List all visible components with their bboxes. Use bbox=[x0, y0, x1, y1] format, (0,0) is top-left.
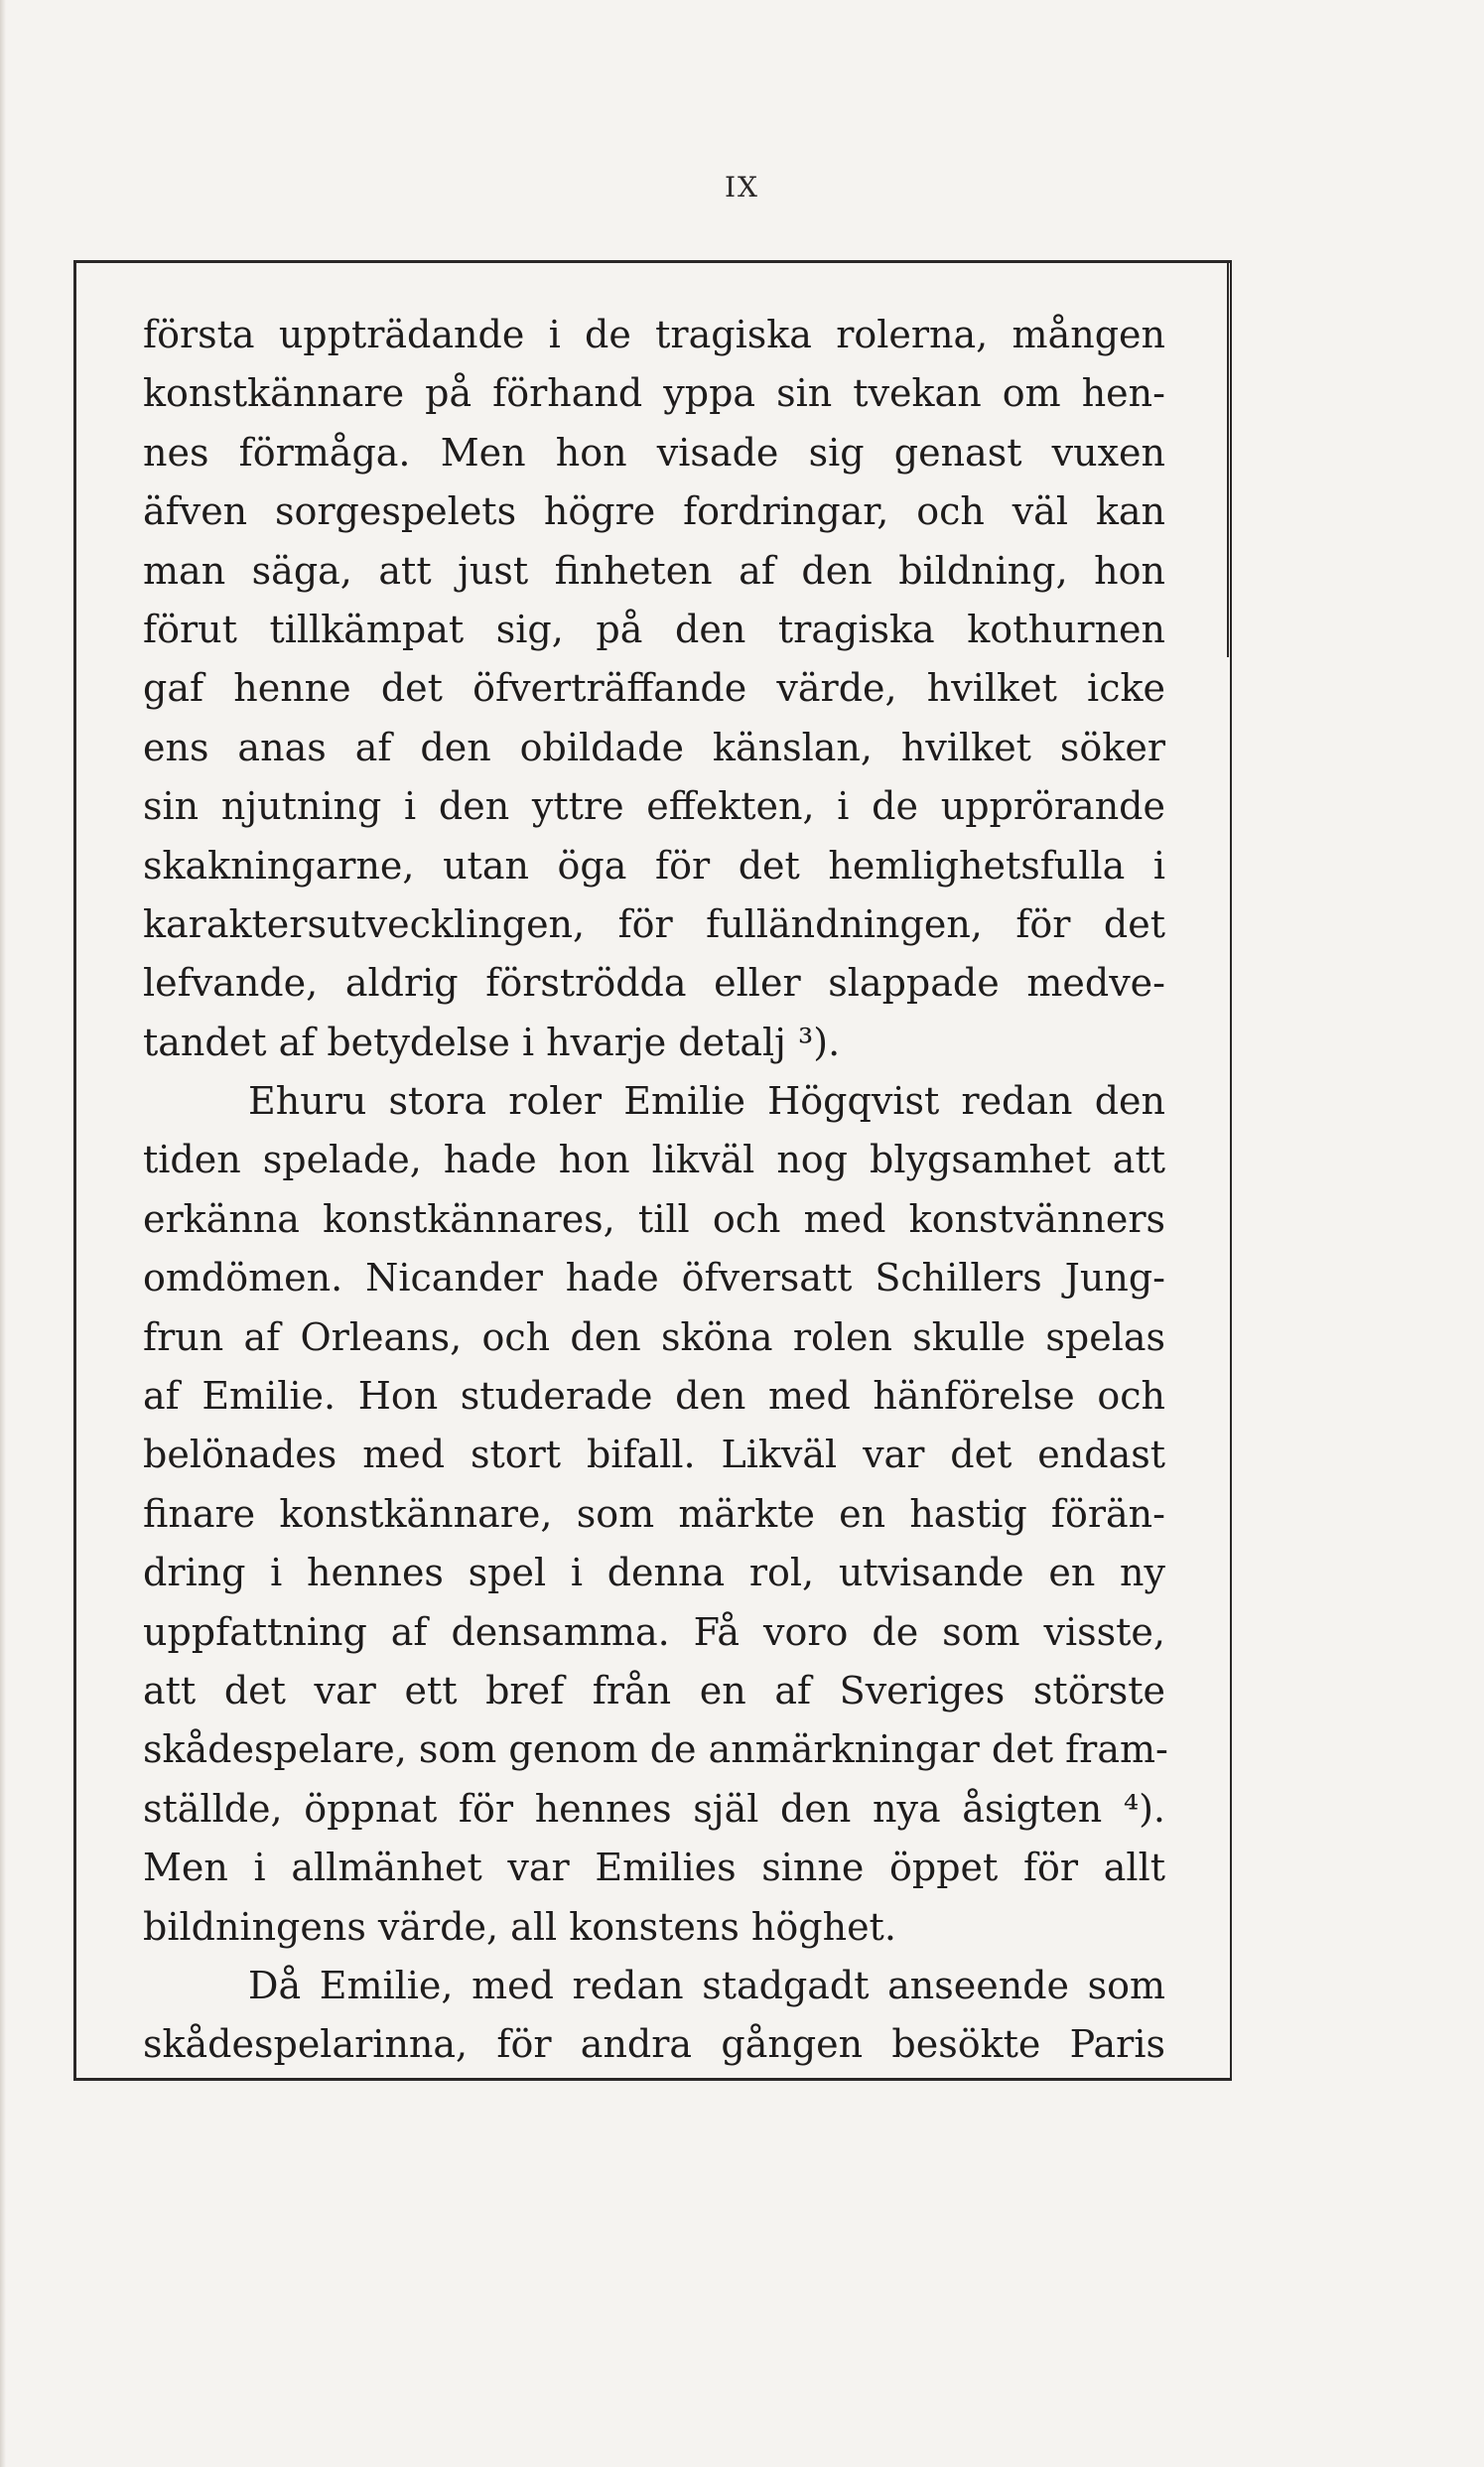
text-line: karaktersutvecklingen, för fulländningen, för det bbox=[143, 901, 1165, 946]
text-line: gaf henne det öfverträffande värde, hvilket icke bbox=[143, 666, 1165, 711]
text-line: frun af Orleans, och den sköna rolen skulle spelas bbox=[143, 1314, 1165, 1359]
text-line: lefvande, aldrig förströdda eller slappade medve- bbox=[143, 961, 1165, 1006]
text-line: nes förmåga. Men hon visade sig genast vuxen bbox=[143, 430, 1165, 475]
text-line: konstkännare på förhand yppa sin tvekan om hen- bbox=[143, 371, 1165, 416]
text-line: finare konstkännare, som märkte en hastig förän- bbox=[143, 1491, 1165, 1536]
text-line: man säga, att just finheten af den bildning, hon bbox=[143, 548, 1165, 593]
text-line: belönades med stort bifall. Likväl var det endast bbox=[143, 1433, 1165, 1477]
text-line: tiden spelade, hade hon likväl nog blygsamhet att bbox=[143, 1138, 1165, 1182]
text-line: Ehuru stora roler Emilie Högqvist redan den bbox=[248, 1079, 1165, 1124]
text-line: tandet af betydelse i hvarje detalj ³). bbox=[143, 1020, 841, 1064]
text-line: omdömen. Nicander hade öfversatt Schillers Jung- bbox=[143, 1256, 1165, 1301]
text-line: förut tillkämpat sig, på den tragiska kothurnen bbox=[143, 607, 1165, 651]
text-line: första uppträdande i de tragiska rolerna, mången bbox=[143, 313, 1165, 356]
text-line: skakningarne, utan öga för det hemlighetsfulla i bbox=[143, 843, 1165, 888]
text-line: ställde, öppnat för hennes själ den nya åsigten ⁴). bbox=[143, 1786, 1165, 1831]
page-number: IX bbox=[725, 171, 759, 204]
text-line: ens anas af den obildade känslan, hvilket söker bbox=[143, 725, 1165, 769]
body-text bbox=[143, 306, 1168, 2075]
text-line: af Emilie. Hon studerade den med hänförelse och bbox=[143, 1374, 1165, 1419]
text-line: Då Emilie, med redan stadgadt anseende som bbox=[248, 1963, 1165, 2007]
text-line: bildningens värde, all konstens höghet. bbox=[143, 1904, 896, 1949]
text-line: uppfattning af densamma. Få voro de som visste, bbox=[143, 1609, 1165, 1654]
text-line: äfven sorgespelets högre fordringar, och väl kan bbox=[143, 489, 1165, 534]
text-line: skådespelarinna, för andra gången besökte Paris bbox=[143, 2022, 1165, 2067]
frame-right-rule bbox=[1227, 260, 1229, 657]
text-line: Men i allmänhet var Emilies sinne öppet för allt bbox=[143, 1846, 1165, 1890]
text-line: att det var ett bref från en af Sveriges störste bbox=[143, 1668, 1165, 1713]
text-line: sin njutning i den yttre effekten, i de upprörande bbox=[143, 784, 1165, 829]
page-edge-shadow bbox=[0, 0, 6, 2467]
text-line: dring i hennes spel i denna rol, utvisande en ny bbox=[143, 1551, 1165, 1595]
text-line: erkänna konstkännares, till och med konstvänners bbox=[143, 1196, 1165, 1241]
text-line: skådespelare, som genom de anmärkningar det fram- bbox=[143, 1727, 1168, 1772]
